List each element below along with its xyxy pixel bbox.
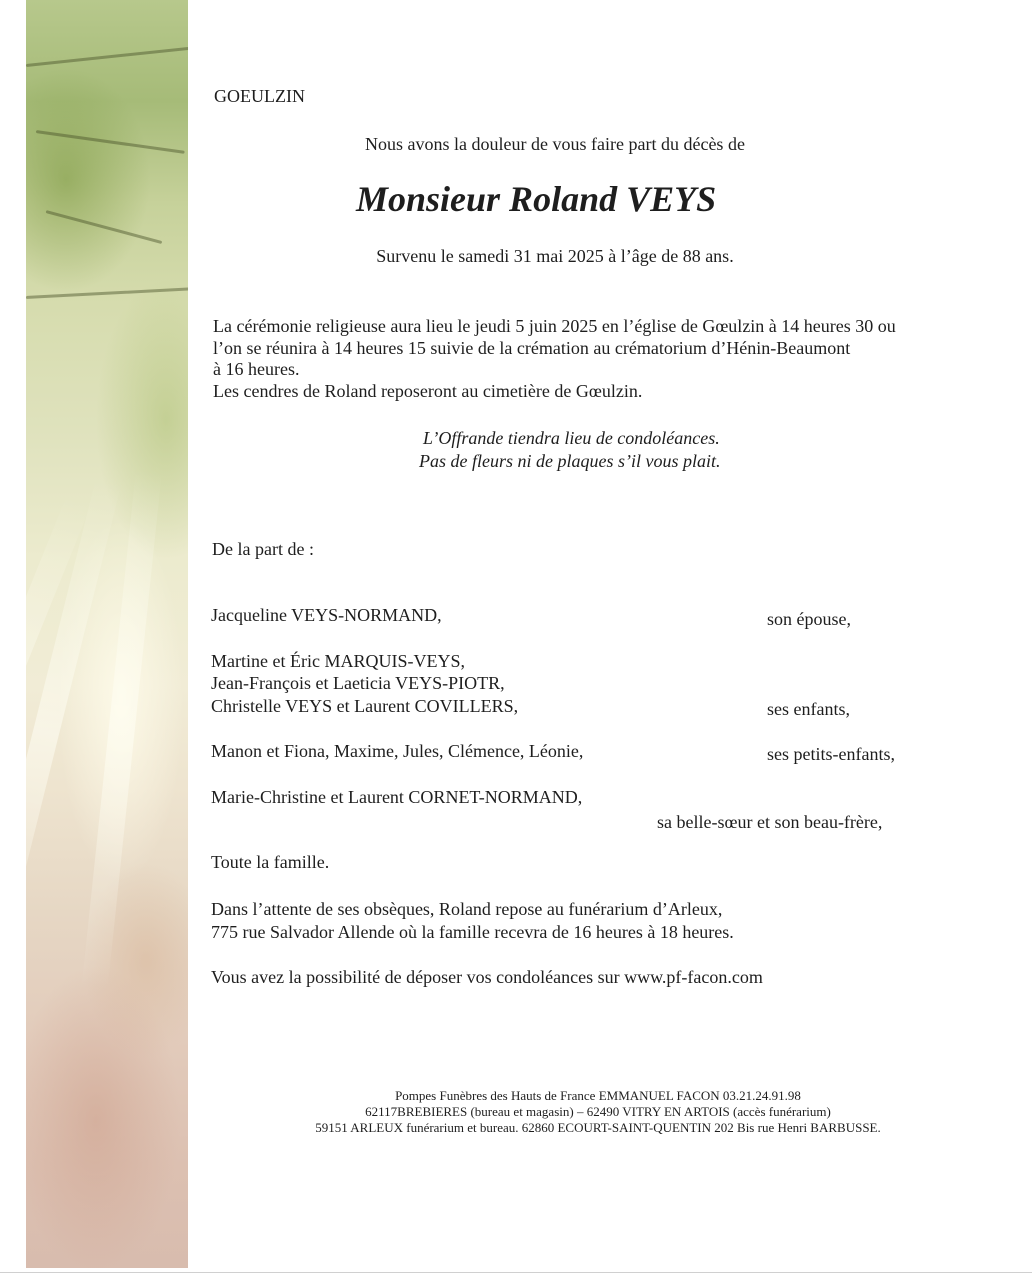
- offering-line: L’Offrande tiendra lieu de condoléances.: [423, 428, 720, 448]
- footer-line: Pompes Funèbres des Hauts de France EMMANUEL FACON 03.21.24.91.98: [395, 1088, 801, 1103]
- family-relation: ses petits-enfants,: [767, 744, 895, 764]
- family-name: Jacqueline VEYS-NORMAND,: [211, 605, 442, 625]
- visiting-hours-line: 775 rue Salvador Allende où la famille recevra de 16 heures à 18 heures.: [211, 922, 734, 942]
- footer-line: 59151 ARLEUX funérarium et bureau. 62860 ECOURT-SAINT-QUENTIN 202 Bis rue Henri BARBUSSE.: [315, 1120, 881, 1135]
- forest-path-photo: [26, 0, 188, 1268]
- footer-line: 62117BREBIERES (bureau et magasin) – 62490 VITRY EN ARTOIS (accès funérarium): [365, 1104, 831, 1119]
- ceremony-line: à 16 heures.: [213, 359, 300, 379]
- deceased-name: Monsieur Roland VEYS: [356, 179, 717, 219]
- ceremony-line: Les cendres de Roland reposeront au cimetière de Gœulzin.: [213, 381, 643, 401]
- family-name: Martine et Éric MARQUIS-VEYS,: [211, 651, 465, 671]
- condolences-line: Vous avez la possibilité de déposer vos condoléances sur www.pf-facon.com: [211, 967, 763, 987]
- ceremony-line: l’on se réunira à 14 heures 15 suivie de la crémation au crématorium d’Hénin-Beaumont: [213, 338, 851, 358]
- family-relation: ses enfants,: [767, 699, 850, 719]
- tree-branch: [26, 46, 188, 67]
- page-edge-line: [0, 1272, 1032, 1273]
- ceremony-line: La cérémonie religieuse aura lieu le jeudi 5 juin 2025 en l’église de Gœulzin à 14 heures 30 ou: [213, 316, 896, 336]
- no-flowers-line: Pas de fleurs ni de plaques s’il vous plait.: [419, 451, 721, 471]
- family-relation: sa belle-sœur et son beau-frère,: [657, 812, 883, 832]
- family-name: Marie-Christine et Laurent CORNET-NORMAND,: [211, 787, 583, 807]
- tree-branch: [46, 210, 163, 244]
- from-label: De la part de :: [212, 539, 314, 559]
- family-relation: son épouse,: [767, 609, 851, 629]
- town-name: GOEULZIN: [214, 86, 305, 106]
- family-closing: Toute la famille.: [211, 852, 330, 872]
- family-name: Christelle VEYS et Laurent COVILLERS,: [211, 696, 519, 716]
- family-name: Manon et Fiona, Maxime, Jules, Clémence, Léonie,: [211, 741, 584, 761]
- family-name: Jean-François et Laeticia VEYS-PIOTR,: [211, 673, 505, 693]
- tree-branch: [36, 130, 185, 154]
- tree-branch: [26, 287, 188, 299]
- funeral-home-line: Dans l’attente de ses obsèques, Roland repose au funérarium d’Arleux,: [211, 899, 723, 919]
- death-date-line: Survenu le samedi 31 mai 2025 à l’âge de 88 ans.: [376, 246, 734, 266]
- intro-line: Nous avons la douleur de vous faire part du décès de: [365, 134, 745, 154]
